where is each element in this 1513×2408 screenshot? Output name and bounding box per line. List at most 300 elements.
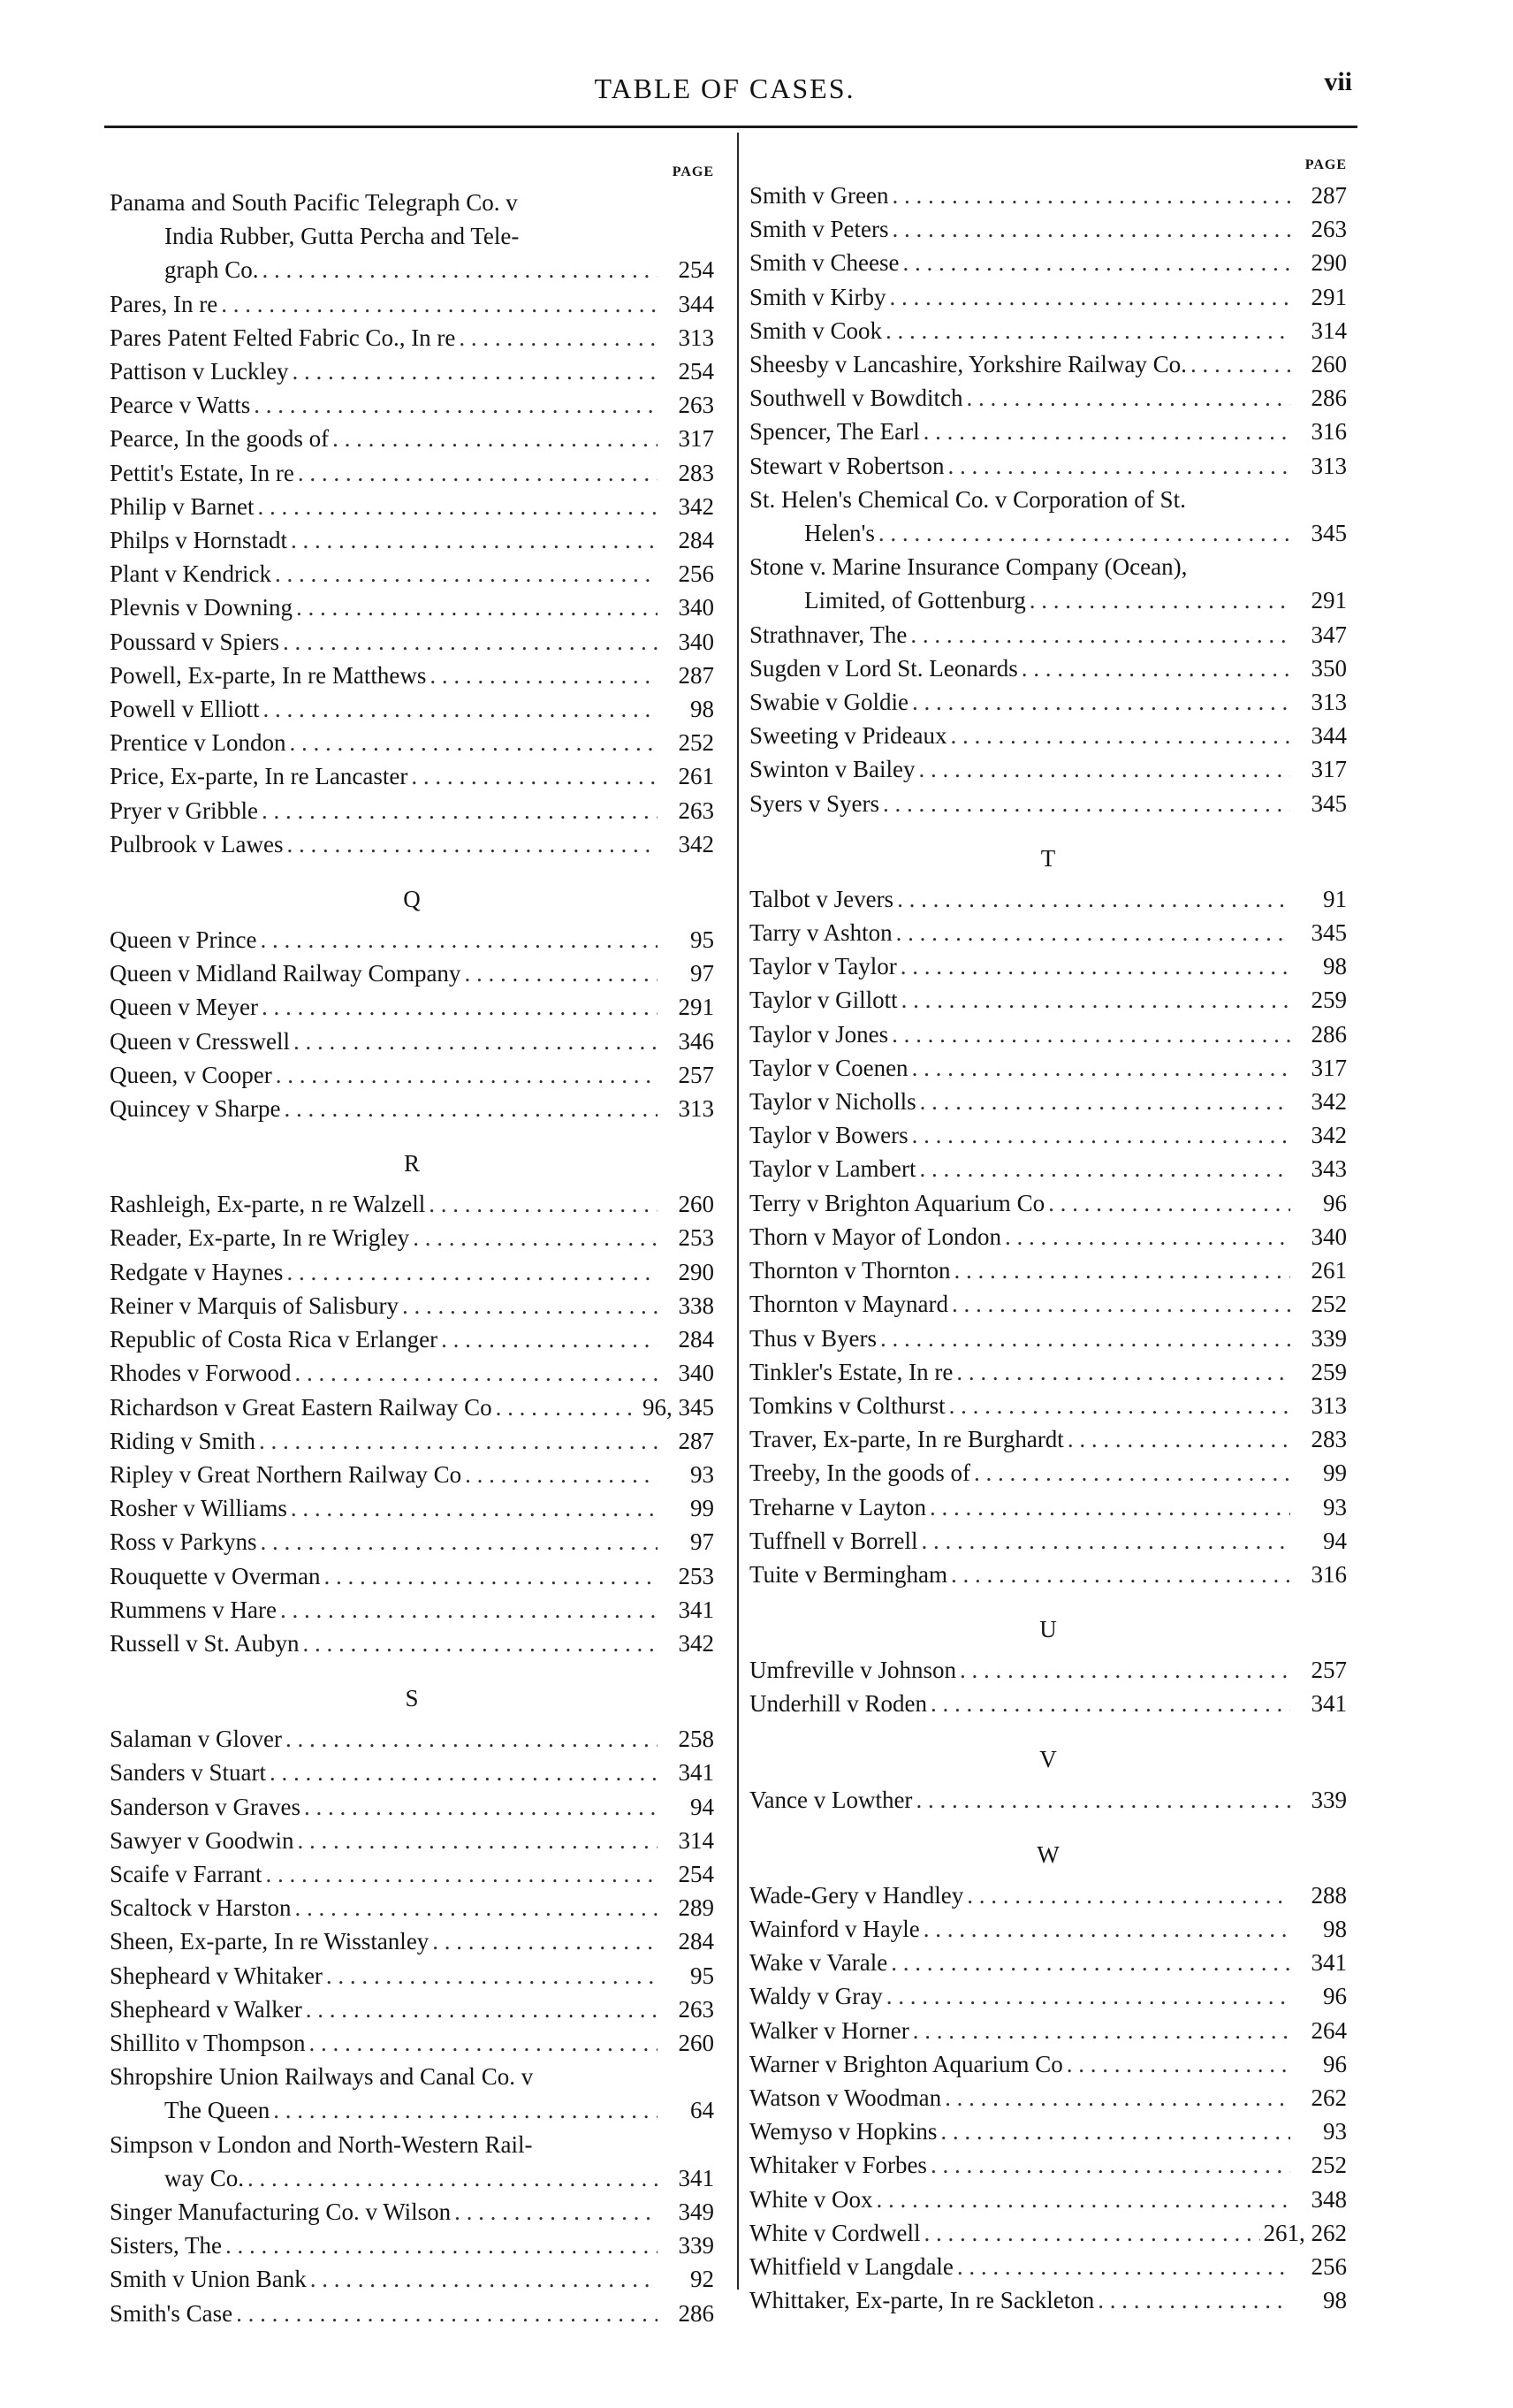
multi-line-entry (110, 2128, 714, 2195)
page-ref: 349 (678, 2198, 714, 2225)
case-name: Tuffnell v Borrell (749, 1527, 918, 1554)
dot-leader (270, 1756, 658, 1789)
case-entry (749, 381, 1347, 415)
case-entry (110, 523, 714, 557)
dot-leader (924, 2216, 1259, 2250)
page-ref: 253 (678, 1224, 714, 1252)
page-ref: 254 (678, 256, 714, 284)
case-name: Spencer, The Earl (749, 418, 920, 446)
dot-leader (931, 1687, 1290, 1720)
page-ref: 96, 345 (642, 1393, 714, 1421)
page-ref: 261 (1311, 1257, 1347, 1284)
case-name: Pares, In re (110, 290, 218, 317)
case-entry (110, 692, 714, 726)
case-entry (749, 1085, 1347, 1118)
case-entry (110, 591, 714, 624)
dot-leader (294, 1891, 658, 1924)
page-ref: 99 (690, 1495, 714, 1522)
case-entry (110, 1756, 714, 1789)
entry-list (110, 1722, 714, 2060)
case-name: Thornton v Maynard (749, 1291, 948, 1318)
page-ref: 287 (678, 661, 714, 689)
page-ref: 98 (1323, 2287, 1347, 2314)
page-ref: 343 (1311, 1155, 1347, 1183)
case-name: Sanderson v Graves (110, 1793, 300, 1820)
case-entry (749, 2183, 1347, 2216)
case-entry (110, 1491, 714, 1525)
case-entry (110, 1092, 714, 1125)
case-entry (749, 1051, 1347, 1085)
case-name: Smith v Peters (749, 216, 889, 243)
case-entry (110, 1058, 714, 1092)
case-name: Syers v Syers (749, 789, 879, 817)
dot-leader (263, 692, 658, 726)
page-ref: 340 (678, 594, 714, 621)
dot-leader (910, 618, 1290, 652)
page-ref: 98 (690, 696, 714, 723)
case-entry (110, 1593, 714, 1627)
case-entry (749, 2081, 1347, 2115)
dot-leader (432, 1924, 658, 1958)
dot-leader (254, 388, 658, 422)
page-ref: 317 (678, 425, 714, 453)
page-ref: 256 (1311, 2252, 1347, 2280)
case-name: Swinton v Bailey (749, 756, 916, 783)
dot-leader (298, 456, 658, 490)
dot-leader (947, 449, 1290, 483)
entry-line: Panama and South Pacific Telegraph Co. v (110, 189, 518, 216)
dot-leader (261, 1525, 658, 1558)
page-ref: 290 (1311, 249, 1347, 277)
case-name: Tinkler's Estate, In re (749, 1358, 954, 1385)
case-entry (110, 726, 714, 759)
page-ref: 64 (690, 2097, 714, 2124)
case-name: Queen v Prince (110, 926, 257, 954)
case-entry (110, 956, 714, 990)
dot-leader (952, 1287, 1290, 1321)
page-ref: 291 (1311, 587, 1347, 614)
header-rule (104, 126, 1357, 128)
case-entry (110, 923, 714, 956)
case-name: Helen's (804, 520, 875, 547)
column-divider (737, 133, 739, 2290)
page-ref: 252 (678, 729, 714, 757)
case-name: Ripley v Great Northern Railway Co (110, 1460, 462, 1488)
case-name: Thus v Byers (749, 1324, 877, 1352)
dot-leader (293, 1025, 658, 1058)
page-ref: 284 (678, 1326, 714, 1353)
page-ref: 263 (1311, 216, 1347, 243)
page-ref: 347 (1311, 621, 1347, 648)
case-name: Whitaker v Forbes (749, 2152, 927, 2179)
case-name: Singer Manufacturing Co. v Wilson (110, 2198, 452, 2225)
case-name: Thornton v Thornton (749, 1257, 951, 1284)
case-entry (110, 1525, 714, 1558)
page-ref: 313 (678, 324, 714, 351)
dot-leader (893, 212, 1290, 246)
case-entry (749, 2014, 1347, 2047)
case-name: Price, Ex-parte, In re Lancaster (110, 763, 408, 790)
entry-list (749, 179, 1347, 483)
dot-leader (919, 752, 1291, 786)
page-ref: 288 (1311, 1881, 1347, 1909)
dot-leader (940, 2115, 1290, 2148)
case-name: Underhill v Roden (749, 1690, 927, 1718)
case-name: Taylor v Coenen (749, 1054, 909, 1081)
page-ref: 317 (1311, 756, 1347, 783)
case-name: Reader, Ex-parte, In re Wrigley (110, 1224, 410, 1252)
case-name: Scaltock v Harston (110, 1894, 292, 1922)
page-ref: 340 (678, 1360, 714, 1387)
case-name: Pryer v Gribble (110, 796, 258, 824)
dot-leader (323, 1559, 658, 1593)
right-column (749, 152, 1347, 2317)
case-name: Wade-Gery v Handley (749, 1881, 964, 1909)
section-letter: S (405, 1685, 419, 1712)
dot-leader (951, 1558, 1290, 1591)
case-name: Sheesby v Lancashire, Yorkshire Railway Co. (749, 351, 1187, 378)
case-entry (110, 456, 714, 490)
page-ref: 97 (690, 960, 714, 987)
case-entry (749, 916, 1347, 949)
page-ref: 254 (678, 358, 714, 385)
dot-leader (429, 1187, 658, 1221)
page-ref: 316 (1311, 1560, 1347, 1588)
dot-leader (920, 1085, 1290, 1118)
dot-leader (891, 1946, 1290, 1979)
page-ref: 96 (1323, 1189, 1347, 1216)
dot-leader (922, 1524, 1290, 1558)
entry-list (110, 287, 714, 861)
dot-leader (297, 1824, 658, 1857)
page-ref: 93 (690, 1460, 714, 1488)
case-name: Queen, v Cooper (110, 1061, 272, 1088)
case-entry (110, 1187, 714, 1221)
page-ref: 313 (1311, 1391, 1347, 1419)
case-name: Taylor v Jones (749, 1020, 889, 1048)
case-name: Whitfield v Langdale (749, 2252, 954, 2280)
dot-leader (1098, 2283, 1290, 2317)
page-ref: 253 (678, 1562, 714, 1589)
case-entry (749, 1979, 1347, 2013)
dot-leader (258, 490, 658, 523)
page-ref: 91 (1323, 885, 1347, 912)
case-entry (749, 1912, 1347, 1946)
dot-leader (1068, 1422, 1290, 1456)
case-entry (749, 1220, 1347, 1254)
case-entry (110, 1221, 714, 1254)
section-letter: U (1039, 1616, 1057, 1643)
case-name: Shepheard v Walker (110, 1995, 302, 2023)
case-entry (110, 1322, 714, 1356)
page-ref: 350 (1311, 654, 1347, 682)
case-name: Stewart v Robertson (749, 452, 945, 479)
case-entry (110, 2229, 714, 2262)
page-ref: 96 (1323, 2050, 1347, 2077)
case-name: Limited, of Gottenburg (804, 587, 1026, 614)
case-name: Tarry v Ashton (749, 919, 893, 947)
page-ref: 264 (1311, 2016, 1347, 2044)
case-name: Plant v Kendrick (110, 560, 271, 588)
case-name: Queen v Cresswell (110, 1027, 290, 1055)
case-entry (110, 759, 714, 793)
page-ref: 345 (1311, 919, 1347, 947)
dot-leader (304, 1790, 658, 1824)
case-entry (110, 388, 714, 422)
section-letter: R (403, 1150, 420, 1177)
dot-leader (296, 591, 658, 624)
case-entry (749, 1355, 1347, 1389)
entry-line: India Rubber, Gutta Percha and Tele- (164, 223, 520, 250)
page-ref: 92 (690, 2266, 714, 2293)
page-ref: 257 (1311, 1657, 1347, 1684)
page-number: vii (1324, 67, 1352, 96)
dot-leader (262, 794, 658, 827)
case-name: Wemyso v Hopkins (749, 2118, 938, 2145)
case-entry (110, 827, 714, 861)
dot-leader (949, 1389, 1290, 1422)
dot-leader (430, 659, 658, 692)
case-name: Walker v Horner (749, 2016, 909, 2044)
case-name: Rosher v Williams (110, 1495, 287, 1522)
page-ref: 99 (1323, 1459, 1347, 1487)
case-name: Traver, Ex-parte, In re Burghardt (749, 1426, 1064, 1453)
page-ref: 261, 262 (1263, 2219, 1347, 2246)
case-entry (110, 1722, 714, 1756)
case-entry (110, 1255, 714, 1289)
entry-list (749, 1653, 1347, 1720)
page-ref: 287 (678, 1427, 714, 1454)
page-ref: 340 (1311, 1223, 1347, 1250)
case-entry (110, 557, 714, 591)
dot-leader (247, 2161, 658, 2195)
case-name: Talbot v Jevers (749, 885, 894, 912)
case-entry (110, 1424, 714, 1458)
page-column-header: PAGE (672, 164, 714, 179)
dot-leader (912, 1051, 1290, 1085)
dot-leader (886, 1979, 1290, 2013)
dot-leader (465, 1458, 658, 1491)
case-name: Taylor v Taylor (749, 953, 897, 980)
case-entry (749, 2047, 1347, 2081)
case-entry (110, 625, 714, 659)
case-name: Vance v Lowther (749, 1786, 913, 1813)
case-entry (749, 949, 1347, 983)
case-entry (749, 246, 1347, 279)
case-entry (110, 1857, 714, 1891)
case-name: Plevnis v Downing (110, 594, 293, 621)
case-name: Terry v Brighton Aquarium Co (749, 1189, 1045, 1216)
page-ref: 338 (678, 1292, 714, 1319)
case-name: Pulbrook v Lawes (110, 830, 284, 857)
case-entry (749, 1490, 1347, 1524)
section-letter: T (1040, 844, 1056, 872)
dot-leader (413, 1221, 658, 1254)
case-entry (749, 2216, 1347, 2250)
page-ref: 345 (1311, 520, 1347, 547)
case-entry (749, 1558, 1347, 1591)
page-ref: 313 (1311, 452, 1347, 479)
case-entry (749, 618, 1347, 652)
page-ref: 263 (678, 1995, 714, 2023)
case-name: graph Co. (164, 256, 259, 284)
dot-leader (402, 1289, 658, 1322)
case-name: way Co. (164, 2164, 244, 2191)
page-ref: 97 (690, 1528, 714, 1556)
entry-line: Stone v. Marine Insurance Company (Ocean), (749, 553, 1188, 581)
case-name: Swabie v Goldie (749, 689, 909, 716)
case-entry (749, 1422, 1347, 1456)
case-entry (110, 1790, 714, 1824)
case-entry (110, 1391, 714, 1424)
case-name: Powell v Elliott (110, 696, 260, 723)
dot-leader (280, 1593, 658, 1627)
dot-leader (291, 523, 658, 557)
case-name: Reiner v Marquis of Salisbury (110, 1292, 399, 1319)
case-name: Pares Patent Felted Fabric Co., In re (110, 324, 456, 351)
dot-leader (310, 2262, 658, 2296)
dot-leader (956, 1355, 1290, 1389)
page-ref: 98 (1323, 953, 1347, 980)
entry-last-line (749, 583, 1347, 617)
case-name: Poussard v Spiers (110, 628, 280, 655)
case-name: Sugden v Lord St. Leonards (749, 654, 1018, 682)
case-name: Philps v Hornstadt (110, 527, 288, 554)
case-name: Sanders v Stuart (110, 1759, 266, 1787)
case-name: Riding v Smith (110, 1427, 256, 1454)
dot-leader (262, 253, 658, 286)
dot-leader (960, 1653, 1290, 1687)
dot-leader (930, 1490, 1290, 1524)
case-name: Smith's Case (110, 2299, 233, 2327)
case-entry (110, 490, 714, 523)
case-name: Smith v Kirby (749, 283, 886, 310)
case-entry (749, 2148, 1347, 2182)
dot-leader (496, 1391, 639, 1424)
dot-leader (309, 2026, 658, 2060)
dot-leader (916, 1783, 1290, 1817)
page-ref: 313 (678, 1095, 714, 1123)
left-column (110, 159, 714, 2330)
multi-line-entry (749, 550, 1347, 617)
case-entry (110, 2026, 714, 2060)
dot-leader (901, 949, 1290, 983)
case-entry (749, 1524, 1347, 1558)
dot-leader (1048, 1186, 1290, 1220)
case-name: Warner v Brighton Aquarium Co (749, 2050, 1063, 2077)
case-entry (110, 1356, 714, 1390)
page-ref: 286 (1311, 1020, 1347, 1048)
case-name: Taylor v Bowers (749, 1122, 909, 1149)
page-ref: 346 (678, 1027, 714, 1055)
page-ref: 263 (678, 796, 714, 824)
case-entry (110, 2195, 714, 2229)
page-ref: 286 (678, 2299, 714, 2327)
entry-last-line (110, 253, 714, 286)
page-ref: 341 (678, 2164, 714, 2191)
case-entry (749, 1456, 1347, 1490)
case-name: Salaman v Glover (110, 1726, 282, 1753)
case-entry (749, 1322, 1347, 1355)
page-ref: 342 (678, 1629, 714, 1657)
page-ref: 260 (678, 1191, 714, 1218)
dot-leader (897, 882, 1290, 916)
case-entry (749, 652, 1347, 685)
case-name: Watson v Woodman (749, 2084, 942, 2111)
dot-leader (459, 321, 658, 354)
page-ref: 258 (678, 1726, 714, 1753)
dot-leader (883, 787, 1290, 820)
case-entry (749, 1152, 1347, 1185)
dot-leader (1005, 1220, 1290, 1254)
section-letter: V (1039, 1745, 1057, 1772)
case-entry (749, 1653, 1347, 1687)
dot-leader (967, 381, 1291, 415)
page-ref: 263 (678, 392, 714, 419)
case-entry (749, 1783, 1347, 1817)
page-ref: 284 (678, 1928, 714, 1955)
case-entry (110, 1458, 714, 1491)
case-name: Taylor v Nicholls (749, 1088, 916, 1116)
case-name: Pearce v Watts (110, 392, 251, 419)
dot-leader (411, 759, 658, 793)
dot-leader (945, 2081, 1290, 2115)
page-ref: 95 (690, 1962, 714, 1989)
case-name: Shepheard v Whitaker (110, 1962, 323, 1989)
entry-last-line (749, 516, 1347, 550)
page-ref: 96 (1323, 1983, 1347, 2010)
case-name: Powell, Ex-parte, In re Matthews (110, 661, 427, 689)
case-entry (749, 280, 1347, 314)
entry-list (749, 618, 1347, 820)
page-ref: 259 (1311, 987, 1347, 1014)
page-ref: 342 (1311, 1088, 1347, 1116)
case-entry (749, 179, 1347, 212)
dot-leader (903, 246, 1291, 279)
case-name: Quincey v Sharpe (110, 1095, 281, 1123)
dot-leader (886, 314, 1290, 347)
case-entry (110, 1627, 714, 1660)
case-name: Thorn v Mayor of London (749, 1223, 1001, 1250)
case-name: Scaife v Farrant (110, 1860, 262, 1887)
case-name: Pettit's Estate, In re (110, 459, 294, 486)
dot-leader (306, 1993, 658, 2026)
case-name: Taylor v Lambert (749, 1155, 916, 1183)
page-ref: 252 (1311, 1291, 1347, 1318)
case-name: Umfreville v Johnson (749, 1657, 956, 1684)
dot-leader (1030, 583, 1290, 617)
case-name: Pattison v Luckley (110, 358, 289, 385)
case-entry (110, 1891, 714, 1924)
case-name: Ross v Parkyns (110, 1528, 257, 1556)
page-ref: 283 (1311, 1426, 1347, 1453)
multi-line-entry (749, 483, 1347, 550)
case-entry (110, 354, 714, 388)
case-entry (749, 2283, 1347, 2317)
case-name: Tomkins v Colthurst (749, 1391, 946, 1419)
page-ref: 314 (678, 1826, 714, 1854)
case-name: Whittaker, Ex-parte, In re Sackleton (749, 2287, 1095, 2314)
dot-leader (901, 983, 1290, 1017)
dot-leader (954, 1254, 1290, 1287)
case-entry (749, 983, 1347, 1017)
case-name: Strathnaver, The (749, 621, 908, 648)
dot-leader (283, 625, 658, 659)
case-name: Queen v Meyer (110, 994, 258, 1021)
page-ref: 252 (1311, 2152, 1347, 2179)
case-name: Smith v Cook (749, 316, 883, 344)
entry-list (110, 1187, 714, 1660)
